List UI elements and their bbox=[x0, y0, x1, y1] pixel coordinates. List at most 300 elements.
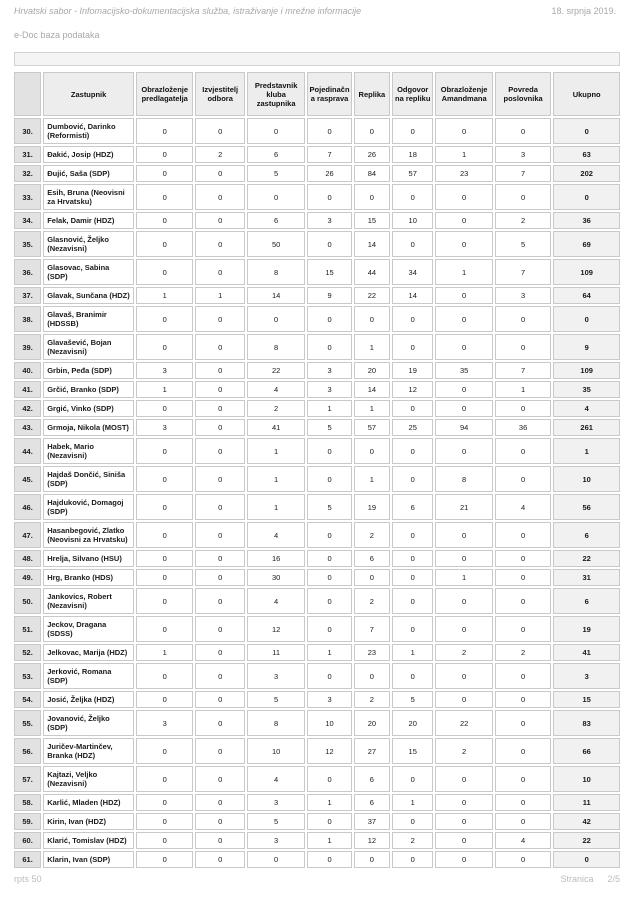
value-cell: 19 bbox=[354, 494, 390, 520]
value-cell: 0 bbox=[307, 466, 351, 492]
value-cell: 5 bbox=[392, 691, 433, 708]
value-cell: 12 bbox=[392, 381, 433, 398]
value-cell: 0 bbox=[195, 832, 244, 849]
value-cell: 0 bbox=[136, 616, 193, 642]
total-cell: 9 bbox=[553, 334, 620, 360]
table-row bbox=[14, 231, 620, 257]
pagination-label: Stranica bbox=[560, 874, 594, 884]
value-cell: 0 bbox=[435, 691, 492, 708]
value-cell: 15 bbox=[392, 738, 433, 764]
value-cell: 1 bbox=[247, 466, 305, 492]
value-cell: 57 bbox=[354, 419, 390, 436]
value-cell: 0 bbox=[195, 494, 244, 520]
value-cell: 0 bbox=[307, 231, 351, 257]
row-number: 31. bbox=[14, 146, 41, 163]
value-cell: 0 bbox=[136, 794, 193, 811]
row-number: 61. bbox=[14, 851, 41, 868]
value-cell: 2 bbox=[435, 738, 492, 764]
value-cell: 10 bbox=[392, 212, 433, 229]
value-cell: 1 bbox=[392, 644, 433, 661]
table-row bbox=[14, 616, 620, 642]
row-number: 49. bbox=[14, 569, 41, 586]
value-cell: 0 bbox=[195, 231, 244, 257]
table-row bbox=[14, 710, 620, 736]
zastupnik-name: Hasanbegović, Zlatko (Neovisni za Hrvatsku) bbox=[43, 522, 134, 548]
row-number: 41. bbox=[14, 381, 41, 398]
row-number: 58. bbox=[14, 794, 41, 811]
table-row bbox=[14, 212, 620, 229]
total-cell: 19 bbox=[553, 616, 620, 642]
row-number: 52. bbox=[14, 644, 41, 661]
row-number: 32. bbox=[14, 165, 41, 182]
value-cell: 0 bbox=[495, 522, 551, 548]
value-cell: 0 bbox=[435, 813, 492, 830]
value-cell: 5 bbox=[307, 419, 351, 436]
total-cell: 64 bbox=[553, 287, 620, 304]
zastupnik-name: Glasovac, Sabina (SDP) bbox=[43, 259, 134, 285]
value-cell: 0 bbox=[392, 616, 433, 642]
value-cell: 0 bbox=[247, 306, 305, 332]
zastupnik-name: Grčić, Branko (SDP) bbox=[43, 381, 134, 398]
value-cell: 0 bbox=[136, 118, 193, 144]
total-cell: 0 bbox=[553, 851, 620, 868]
value-cell: 1 bbox=[136, 381, 193, 398]
value-cell: 15 bbox=[307, 259, 351, 285]
value-cell: 0 bbox=[195, 616, 244, 642]
value-cell: 0 bbox=[136, 259, 193, 285]
value-cell: 0 bbox=[195, 466, 244, 492]
header-cell-povreda-poslovnika: Povreda poslovnika bbox=[495, 72, 551, 116]
value-cell: 0 bbox=[195, 851, 244, 868]
value-cell: 3 bbox=[495, 146, 551, 163]
value-cell: 3 bbox=[307, 381, 351, 398]
value-cell: 0 bbox=[495, 851, 551, 868]
zastupnik-name: Grmoja, Nikola (MOST) bbox=[43, 419, 134, 436]
total-cell: 109 bbox=[553, 259, 620, 285]
value-cell: 8 bbox=[247, 259, 305, 285]
value-cell: 0 bbox=[195, 438, 244, 464]
zastupnik-name: Glavašević, Bojan (Nezavisni) bbox=[43, 334, 134, 360]
value-cell: 2 bbox=[495, 212, 551, 229]
value-cell: 3 bbox=[136, 362, 193, 379]
value-cell: 0 bbox=[136, 231, 193, 257]
value-cell: 0 bbox=[495, 738, 551, 764]
value-cell: 0 bbox=[195, 184, 244, 210]
value-cell: 41 bbox=[247, 419, 305, 436]
value-cell: 0 bbox=[354, 118, 390, 144]
value-cell: 12 bbox=[307, 738, 351, 764]
value-cell: 4 bbox=[247, 588, 305, 614]
row-number: 36. bbox=[14, 259, 41, 285]
value-cell: 4 bbox=[247, 522, 305, 548]
table-row bbox=[14, 851, 620, 868]
row-number: 55. bbox=[14, 710, 41, 736]
value-cell: 0 bbox=[495, 616, 551, 642]
table-row bbox=[14, 550, 620, 567]
zastupnik-name: Klarić, Tomislav (HDZ) bbox=[43, 832, 134, 849]
table-row bbox=[14, 259, 620, 285]
zastupnik-name: Glavaš, Branimir (HDSSB) bbox=[43, 306, 134, 332]
value-cell: 0 bbox=[195, 334, 244, 360]
row-number: 34. bbox=[14, 212, 41, 229]
row-number: 30. bbox=[14, 118, 41, 144]
value-cell: 0 bbox=[195, 306, 244, 332]
value-cell: 3 bbox=[307, 691, 351, 708]
value-cell: 0 bbox=[307, 438, 351, 464]
value-cell: 0 bbox=[495, 334, 551, 360]
total-cell: 3 bbox=[553, 663, 620, 689]
value-cell: 3 bbox=[136, 419, 193, 436]
header-cell-predstavnik-kluba: Predstavnik kluba zastupnika bbox=[247, 72, 305, 116]
value-cell: 1 bbox=[307, 644, 351, 661]
table-row bbox=[14, 118, 620, 144]
zastupnik-name: Juričev-Martinčev, Branka (HDZ) bbox=[43, 738, 134, 764]
total-cell: 56 bbox=[553, 494, 620, 520]
value-cell: 1 bbox=[247, 438, 305, 464]
value-cell: 0 bbox=[435, 334, 492, 360]
total-cell: 31 bbox=[553, 569, 620, 586]
value-cell: 14 bbox=[392, 287, 433, 304]
value-cell: 0 bbox=[495, 710, 551, 736]
row-number: 37. bbox=[14, 287, 41, 304]
value-cell: 0 bbox=[195, 400, 244, 417]
value-cell: 1 bbox=[435, 569, 492, 586]
document-title: Hrvatski sabor - Infomacijsko-dokumentacijska služba, istraživanje i mrežne informacije bbox=[14, 6, 362, 16]
value-cell: 1 bbox=[136, 287, 193, 304]
value-cell: 0 bbox=[495, 184, 551, 210]
value-cell: 0 bbox=[392, 588, 433, 614]
value-cell: 0 bbox=[195, 813, 244, 830]
value-cell: 0 bbox=[136, 522, 193, 548]
value-cell: 20 bbox=[354, 362, 390, 379]
value-cell: 6 bbox=[247, 146, 305, 163]
value-cell: 0 bbox=[307, 522, 351, 548]
value-cell: 0 bbox=[495, 550, 551, 567]
value-cell: 0 bbox=[495, 400, 551, 417]
value-cell: 2 bbox=[435, 644, 492, 661]
value-cell: 25 bbox=[392, 419, 433, 436]
value-cell: 0 bbox=[136, 691, 193, 708]
value-cell: 0 bbox=[435, 118, 492, 144]
total-cell: 63 bbox=[553, 146, 620, 163]
value-cell: 0 bbox=[392, 550, 433, 567]
zastupnik-name: Jankovics, Robert (Nezavisni) bbox=[43, 588, 134, 614]
table-row bbox=[14, 438, 620, 464]
value-cell: 23 bbox=[354, 644, 390, 661]
value-cell: 6 bbox=[354, 550, 390, 567]
value-cell: 0 bbox=[136, 334, 193, 360]
value-cell: 22 bbox=[247, 362, 305, 379]
page-header bbox=[14, 6, 620, 16]
value-cell: 0 bbox=[307, 663, 351, 689]
empty-caption-bar bbox=[14, 52, 620, 66]
pagination bbox=[546, 874, 620, 884]
value-cell: 0 bbox=[136, 588, 193, 614]
value-cell: 7 bbox=[495, 362, 551, 379]
header-cell-replika: Replika bbox=[354, 72, 390, 116]
table-row bbox=[14, 644, 620, 661]
value-cell: 0 bbox=[195, 738, 244, 764]
value-cell: 1 bbox=[354, 400, 390, 417]
value-cell: 34 bbox=[392, 259, 433, 285]
row-number: 59. bbox=[14, 813, 41, 830]
row-number: 39. bbox=[14, 334, 41, 360]
total-cell: 66 bbox=[553, 738, 620, 764]
value-cell: 7 bbox=[495, 259, 551, 285]
value-cell: 5 bbox=[247, 691, 305, 708]
total-cell: 42 bbox=[553, 813, 620, 830]
zastupnik-name: Grbin, Peđa (SDP) bbox=[43, 362, 134, 379]
value-cell: 0 bbox=[195, 569, 244, 586]
header-cell-pojedinacna-rasprava: Pojedinačna rasprava bbox=[307, 72, 351, 116]
value-cell: 0 bbox=[495, 569, 551, 586]
row-number: 54. bbox=[14, 691, 41, 708]
value-cell: 14 bbox=[354, 381, 390, 398]
total-cell: 83 bbox=[553, 710, 620, 736]
value-cell: 0 bbox=[354, 306, 390, 332]
total-cell: 0 bbox=[553, 306, 620, 332]
value-cell: 36 bbox=[495, 419, 551, 436]
value-cell: 0 bbox=[435, 306, 492, 332]
value-cell: 0 bbox=[195, 588, 244, 614]
table-row bbox=[14, 569, 620, 586]
value-cell: 0 bbox=[136, 146, 193, 163]
value-cell: 1 bbox=[307, 832, 351, 849]
value-cell: 7 bbox=[495, 165, 551, 182]
value-cell: 20 bbox=[354, 710, 390, 736]
table-row bbox=[14, 306, 620, 332]
value-cell: 0 bbox=[136, 438, 193, 464]
zastupnik-name: Felak, Damir (HDZ) bbox=[43, 212, 134, 229]
value-cell: 0 bbox=[495, 438, 551, 464]
value-cell: 0 bbox=[136, 851, 193, 868]
value-cell: 0 bbox=[435, 663, 492, 689]
value-cell: 0 bbox=[392, 231, 433, 257]
value-cell: 0 bbox=[354, 569, 390, 586]
header-cell-izvjestitelj-odbora: Izvjestitelj odbora bbox=[195, 72, 244, 116]
value-cell: 0 bbox=[307, 766, 351, 792]
value-cell: 0 bbox=[307, 334, 351, 360]
value-cell: 4 bbox=[247, 766, 305, 792]
value-cell: 22 bbox=[354, 287, 390, 304]
value-cell: 0 bbox=[392, 438, 433, 464]
value-cell: 37 bbox=[354, 813, 390, 830]
pagination-value: 2/5 bbox=[607, 874, 620, 884]
value-cell: 0 bbox=[195, 419, 244, 436]
value-cell: 0 bbox=[195, 118, 244, 144]
value-cell: 7 bbox=[354, 616, 390, 642]
value-cell: 0 bbox=[195, 794, 244, 811]
value-cell: 1 bbox=[392, 794, 433, 811]
value-cell: 8 bbox=[247, 710, 305, 736]
value-cell: 0 bbox=[195, 212, 244, 229]
value-cell: 0 bbox=[392, 118, 433, 144]
value-cell: 0 bbox=[392, 569, 433, 586]
value-cell: 12 bbox=[247, 616, 305, 642]
representatives-activity-table bbox=[12, 70, 622, 870]
table-row bbox=[14, 832, 620, 849]
value-cell: 0 bbox=[195, 644, 244, 661]
header-cell-odgovor-na-repliku: Odgovor na repliku bbox=[392, 72, 433, 116]
zastupnik-name: Kirin, Ivan (HDZ) bbox=[43, 813, 134, 830]
value-cell: 0 bbox=[195, 691, 244, 708]
value-cell: 0 bbox=[435, 550, 492, 567]
value-cell: 23 bbox=[435, 165, 492, 182]
value-cell: 0 bbox=[392, 813, 433, 830]
value-cell: 0 bbox=[435, 184, 492, 210]
value-cell: 7 bbox=[307, 146, 351, 163]
zastupnik-name: Klarin, Ivan (SDP) bbox=[43, 851, 134, 868]
value-cell: 0 bbox=[195, 550, 244, 567]
row-number: 45. bbox=[14, 466, 41, 492]
table-row bbox=[14, 691, 620, 708]
value-cell: 0 bbox=[392, 522, 433, 548]
value-cell: 6 bbox=[392, 494, 433, 520]
header-cell-rownum bbox=[14, 72, 41, 116]
row-number: 43. bbox=[14, 419, 41, 436]
table-row bbox=[14, 766, 620, 792]
value-cell: 0 bbox=[307, 184, 351, 210]
value-cell: 26 bbox=[307, 165, 351, 182]
table-row bbox=[14, 663, 620, 689]
total-cell: 202 bbox=[553, 165, 620, 182]
value-cell: 0 bbox=[247, 851, 305, 868]
zastupnik-name: Hrg, Branko (HDS) bbox=[43, 569, 134, 586]
table-body bbox=[14, 118, 620, 868]
value-cell: 18 bbox=[392, 146, 433, 163]
value-cell: 0 bbox=[392, 766, 433, 792]
table-row bbox=[14, 362, 620, 379]
value-cell: 0 bbox=[247, 184, 305, 210]
value-cell: 0 bbox=[435, 522, 492, 548]
total-cell: 10 bbox=[553, 766, 620, 792]
row-number: 40. bbox=[14, 362, 41, 379]
table-row bbox=[14, 334, 620, 360]
value-cell: 0 bbox=[195, 381, 244, 398]
value-cell: 1 bbox=[435, 146, 492, 163]
value-cell: 84 bbox=[354, 165, 390, 182]
value-cell: 0 bbox=[392, 663, 433, 689]
table-header-row bbox=[14, 72, 620, 116]
row-number: 47. bbox=[14, 522, 41, 548]
value-cell: 5 bbox=[247, 165, 305, 182]
zastupnik-name: Đakić, Josip (HDZ) bbox=[43, 146, 134, 163]
value-cell: 3 bbox=[136, 710, 193, 736]
total-cell: 41 bbox=[553, 644, 620, 661]
value-cell: 1 bbox=[495, 381, 551, 398]
value-cell: 2 bbox=[247, 400, 305, 417]
value-cell: 0 bbox=[495, 813, 551, 830]
value-cell: 0 bbox=[495, 766, 551, 792]
value-cell: 0 bbox=[495, 691, 551, 708]
value-cell: 5 bbox=[247, 813, 305, 830]
row-number: 51. bbox=[14, 616, 41, 642]
value-cell: 5 bbox=[495, 231, 551, 257]
value-cell: 0 bbox=[136, 466, 193, 492]
row-number: 60. bbox=[14, 832, 41, 849]
value-cell: 3 bbox=[307, 212, 351, 229]
table-row bbox=[14, 794, 620, 811]
zastupnik-name: Glavak, Sunčana (HDZ) bbox=[43, 287, 134, 304]
header-cell-ukupno: Ukupno bbox=[553, 72, 620, 116]
value-cell: 4 bbox=[495, 832, 551, 849]
row-number: 44. bbox=[14, 438, 41, 464]
row-number: 46. bbox=[14, 494, 41, 520]
value-cell: 2 bbox=[354, 691, 390, 708]
value-cell: 0 bbox=[435, 231, 492, 257]
value-cell: 2 bbox=[195, 146, 244, 163]
value-cell: 2 bbox=[495, 644, 551, 661]
value-cell: 0 bbox=[307, 616, 351, 642]
header-cell-zastupnik: Zastupnik bbox=[43, 72, 134, 116]
zastupnik-name: Glasnović, Željko (Nezavisni) bbox=[43, 231, 134, 257]
value-cell: 1 bbox=[354, 334, 390, 360]
row-number: 57. bbox=[14, 766, 41, 792]
value-cell: 0 bbox=[136, 400, 193, 417]
value-cell: 3 bbox=[247, 794, 305, 811]
page-footer bbox=[14, 874, 620, 884]
zastupnik-name: Hajdaš Dončić, Siniša (SDP) bbox=[43, 466, 134, 492]
value-cell: 3 bbox=[247, 663, 305, 689]
value-cell: 1 bbox=[307, 794, 351, 811]
value-cell: 6 bbox=[354, 794, 390, 811]
table-row bbox=[14, 419, 620, 436]
value-cell: 3 bbox=[307, 362, 351, 379]
value-cell: 14 bbox=[354, 231, 390, 257]
value-cell: 20 bbox=[392, 710, 433, 736]
value-cell: 1 bbox=[435, 259, 492, 285]
value-cell: 10 bbox=[247, 738, 305, 764]
value-cell: 0 bbox=[136, 663, 193, 689]
zastupnik-name: Dumbović, Darinko (Reformisti) bbox=[43, 118, 134, 144]
value-cell: 0 bbox=[195, 165, 244, 182]
value-cell: 26 bbox=[354, 146, 390, 163]
value-cell: 0 bbox=[136, 165, 193, 182]
value-cell: 0 bbox=[495, 466, 551, 492]
value-cell: 0 bbox=[392, 184, 433, 210]
total-cell: 1 bbox=[553, 438, 620, 464]
value-cell: 0 bbox=[435, 438, 492, 464]
value-cell: 0 bbox=[136, 494, 193, 520]
value-cell: 2 bbox=[354, 522, 390, 548]
value-cell: 0 bbox=[195, 259, 244, 285]
value-cell: 0 bbox=[495, 663, 551, 689]
total-cell: 10 bbox=[553, 466, 620, 492]
row-number: 53. bbox=[14, 663, 41, 689]
value-cell: 22 bbox=[435, 710, 492, 736]
zastupnik-name: Habek, Mario (Nezavisni) bbox=[43, 438, 134, 464]
value-cell: 0 bbox=[435, 616, 492, 642]
value-cell: 1 bbox=[136, 644, 193, 661]
zastupnik-name: Jerković, Romana (SDP) bbox=[43, 663, 134, 689]
value-cell: 0 bbox=[307, 588, 351, 614]
table-row bbox=[14, 165, 620, 182]
header-cell-obrazlozenje-predlagatelja: Obrazloženje predlagatelja bbox=[136, 72, 193, 116]
value-cell: 0 bbox=[435, 794, 492, 811]
table-row bbox=[14, 400, 620, 417]
table-row bbox=[14, 494, 620, 520]
table-row bbox=[14, 184, 620, 210]
value-cell: 4 bbox=[247, 381, 305, 398]
row-number: 35. bbox=[14, 231, 41, 257]
value-cell: 0 bbox=[307, 118, 351, 144]
value-cell: 0 bbox=[136, 832, 193, 849]
value-cell: 27 bbox=[354, 738, 390, 764]
zastupnik-name: Esih, Bruna (Neovisni za Hrvatsku) bbox=[43, 184, 134, 210]
value-cell: 0 bbox=[435, 832, 492, 849]
value-cell: 0 bbox=[495, 588, 551, 614]
value-cell: 21 bbox=[435, 494, 492, 520]
